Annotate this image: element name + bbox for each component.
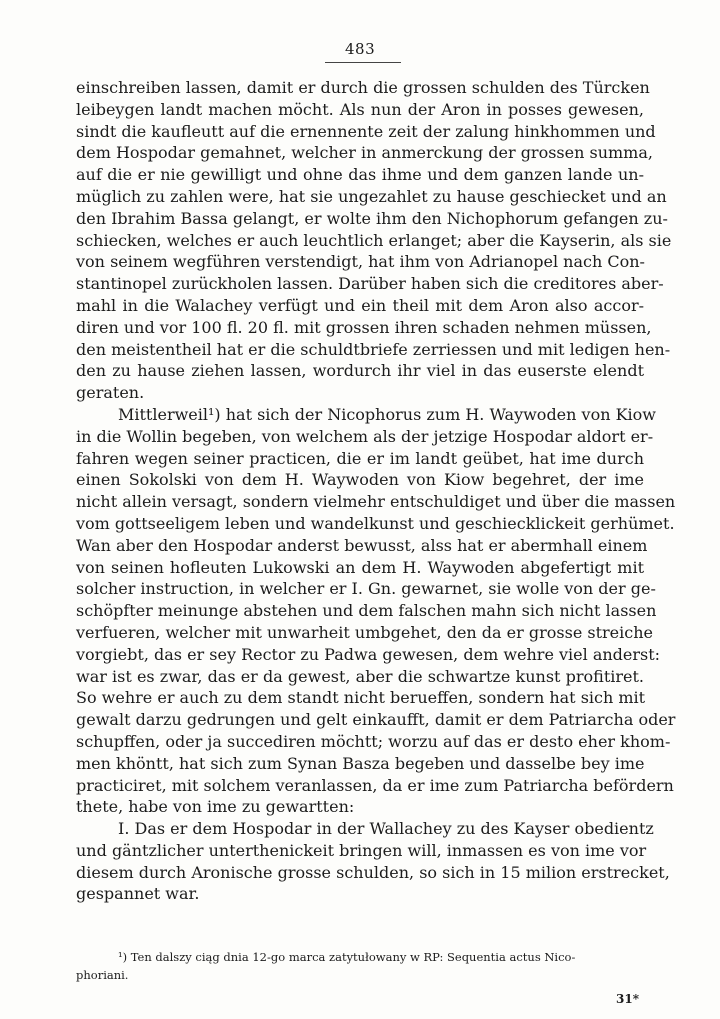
text-line: den Ibrahim Bassa gelangt, er wolte ihm den Nichophorum gefangen zu- xyxy=(76,208,668,228)
text-line: den meistentheil hat er die schuldtbriefe zerriessen und mit ledigen hen- xyxy=(76,339,671,359)
text-line: gespannet war. xyxy=(76,884,200,904)
footnote-line: ¹) Ten dalszy ciąg dnia 12-go marca zatytułowany w RP: Sequentia actus Nico- xyxy=(118,950,576,964)
text-line: diesem durch Aronische grosse schulden, so sich in 15 milion erstrecket, xyxy=(76,862,670,882)
footnote-line: phoriani. xyxy=(76,968,129,982)
text-line: vom gottseeligem leben und wandelkunst und geschiecklickeit gerhümet. xyxy=(76,513,675,533)
text-line: gewalt darzu gedrungen und gelt einkaufft, damit er dem Patriarcha oder xyxy=(76,710,676,730)
paragraph xyxy=(76,404,676,818)
page-number: 483 xyxy=(345,40,376,58)
text-line: war ist es zwar, das er da gewest, aber die schwartze kunst profitiret. xyxy=(76,666,644,686)
body-text xyxy=(76,77,676,905)
text-line: I. Das er dem Hospodar in der Wallachey zu des Kayser obedientz xyxy=(118,819,654,839)
text-line: geraten. xyxy=(76,383,145,403)
text-line: und gäntzlicher unterthenickeit bringen will, inmassen es von ime vor xyxy=(76,840,647,860)
text-line: Wan aber den Hospodar anderst bewusst, alss hat er abermhall einem xyxy=(76,535,648,555)
text-line: einen Sokolski von dem H. Waywoden von Kiow begehret, der ime xyxy=(76,470,644,490)
text-line: auf die er nie gewilligt und ohne das ihme und dem ganzen lande un- xyxy=(76,165,644,185)
text-line: von seinen hofleuten Lukowski an dem H. Waywoden abgefertigt mit xyxy=(76,557,644,577)
text-line: sindt die kaufleutt auf die ernennente zeit der zalung hinkhommen und xyxy=(76,121,656,141)
page-number-rule xyxy=(325,62,401,63)
text-line: So wehre er auch zu dem standt nicht berueffen, sondern hat sich mit xyxy=(76,688,646,708)
text-line: stantinopel zurückholen lassen. Darüber haben sich die creditores aber- xyxy=(76,274,664,294)
text-line: vorgiebt, das er sey Rector zu Padwa gewesen, dem wehre viel anderst: xyxy=(76,644,661,664)
text-line: thete, habe von ime zu gewartten: xyxy=(76,797,355,817)
text-line: verfueren, welcher mit unwarheit umbgehet, den da er grosse streiche xyxy=(76,622,653,642)
text-line: den zu hause ziehen lassen, wordurch ihr viel in das euserste elendt xyxy=(76,361,644,381)
text-line: müglich zu zahlen were, hat sie ungezahlet zu hause geschiecket und an xyxy=(76,186,667,206)
text-line: einschreiben lassen, damit er durch die grossen schulden des Türcken xyxy=(76,78,650,97)
footnote xyxy=(76,948,644,984)
text-line: schöpfter meinunge abstehen und dem falschen mahn sich nicht lassen xyxy=(76,601,657,621)
text-line: in die Wollin begeben, von welchem als der jetzige Hospodar aldort er- xyxy=(76,426,654,446)
text-line: nicht allein versagt, sondern vielmehr entschuldiget und über die massen xyxy=(76,492,676,512)
text-line: schupffen, oder ja succediren möchtt; worzu auf das er desto eher khom- xyxy=(76,731,671,751)
text-line: leibeygen landt machen möcht. Als nun der Aron in posses gewesen, xyxy=(76,99,644,119)
text-line: mahl in die Walachey verfügt und ein theil mit dem Aron also accor- xyxy=(76,295,644,315)
paragraph xyxy=(76,77,672,404)
text-line: solcher instruction, in welcher er I. Gn. gewarnet, sie wolle von der ge- xyxy=(76,579,656,599)
text-line: fahren wegen seiner practicen, die er im landt geübet, hat ime durch xyxy=(76,448,644,468)
text-line: Mittlerweil¹) hat sich der Nicophorus zum H. Waywoden von Kiow xyxy=(118,404,656,424)
text-line: diren und vor 100 fl. 20 fl. mit grossen ihren schaden nehmen müssen, xyxy=(76,317,652,337)
text-line: practiciret, mit solchem veranlassen, da er ime zum Patriarcha befördern xyxy=(76,775,674,795)
signature-mark: 31* xyxy=(616,992,639,1006)
paragraph xyxy=(76,818,670,905)
text-line: von seinem wegführen verstendigt, hat ihm von Adrianopel nach Con- xyxy=(76,252,645,272)
text-line: men khöntt, hat sich zum Synan Basza begeben und dasselbe bey ime xyxy=(76,753,645,773)
text-line: dem Hospodar gemahnet, welcher in anmerckung der grossen summa, xyxy=(76,143,653,163)
text-line: schiecken, welches er auch leuchtlich erlanget; aber die Kayserin, als sie xyxy=(76,230,672,250)
